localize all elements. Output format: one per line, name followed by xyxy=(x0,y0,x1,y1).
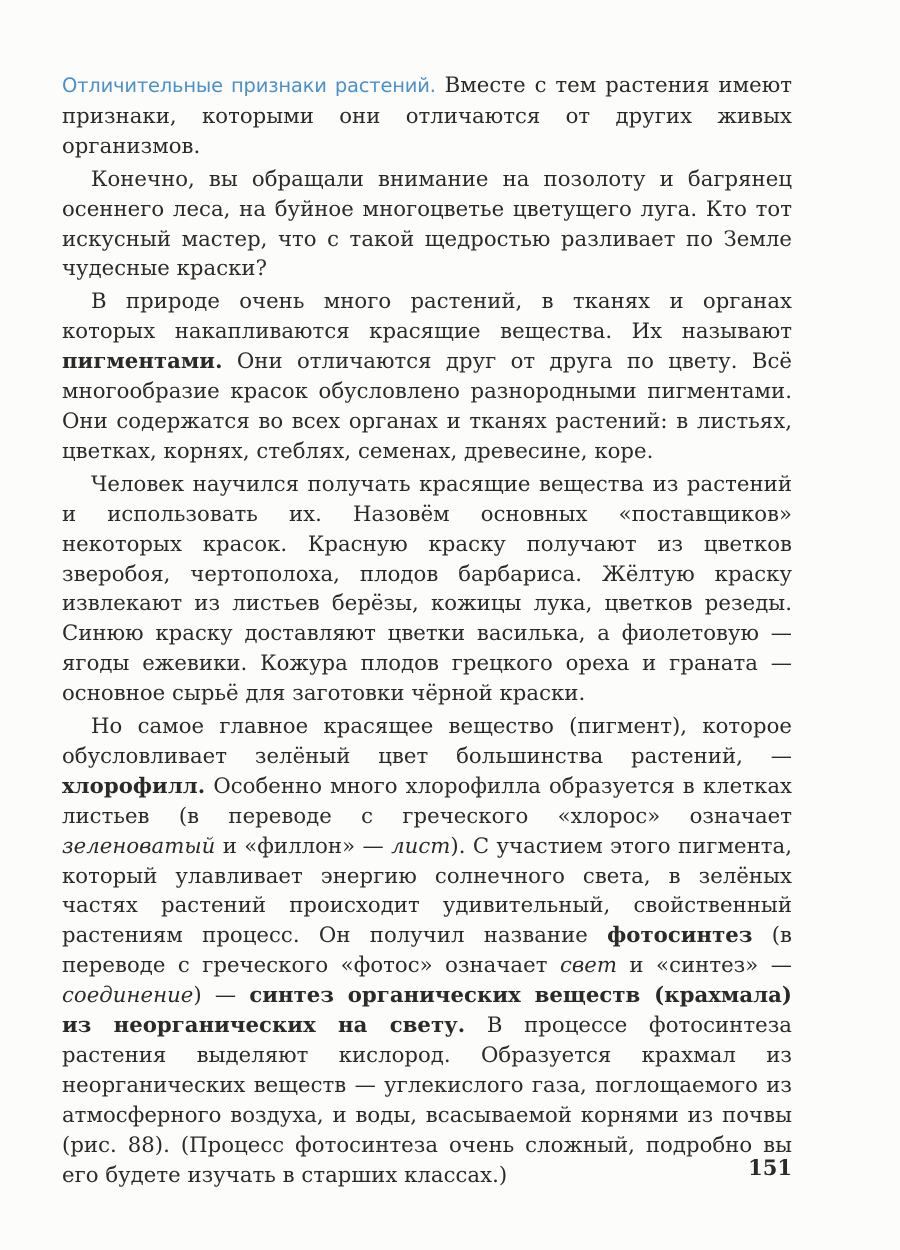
term-pigments: пигментами. xyxy=(62,348,223,374)
paragraph-text: В процессе фотосинтеза растения выделяют кислород. Образуется крахмал из неорганических веществ — углекислого газа, поглощаемого из атмосферного воздуха, и воды, всасываемой корнями из почвы (рис. 88). (Процесс фотосинтеза очень сложный, подробно вы его будете изучать в старших классах.) xyxy=(62,1012,792,1187)
page-number: 151 xyxy=(748,1155,792,1180)
paragraph-text: (в переводе с греческого «фотос» означает xyxy=(62,922,792,978)
paragraph-text: и «синтез» — xyxy=(616,952,792,978)
translation-chloros: зеленоватый xyxy=(62,832,216,858)
paragraph-text: Человек научился получать красящие вещества из растений и использовать их. Назовём основных «поставщиков» некоторых красок. Красную краску получают из цветков зверобоя, чертополоха, плодов барбариса. Жёлтую краску извлекают из листьев берёзы, кожицы лука, цветков резеды. Синюю краску доставляют цветки василька, а фиолетовую — ягоды ежевики. Кожура плодов грецкого ореха и граната — основное сырьё для заготовки чёрной краски. xyxy=(62,470,792,706)
paragraph-distinctive-features xyxy=(62,70,792,161)
paragraph-text: Но самое главное красящее вещество (пигмент), которое обусловливает зелёный цвет большинства растений, — xyxy=(62,713,792,768)
translation-synthesis: соединение xyxy=(62,982,194,1008)
paragraph-text: Особенно много хлорофилла образуется в клетках листьев (в переводе с греческого «хлорос» означает xyxy=(62,772,792,828)
translation-phyllon: лист xyxy=(391,832,451,858)
page-body xyxy=(62,70,792,1193)
paragraph-text: Конечно, вы обращали внимание на позолоту и багрянец осеннего леса, на буйное многоцветье цветущего луга. Кто тот искусный мастер, что с такой щедростью разливает по Земле чудесные краски? xyxy=(62,165,792,281)
paragraph-dye-sources xyxy=(62,469,792,708)
paragraph-text: Вместе с тем растения имеют признаки, которыми они отличаются от других живых организмов. xyxy=(62,72,792,158)
paragraph-autumn-colors xyxy=(62,164,792,284)
translation-photos: свет xyxy=(559,952,617,978)
paragraph-text: Они отличаются друг от друга по цвету. Всё многообразие красок обусловлено разнородными пигментами. Они содержатся во всех органах и тканях растений: в листьях, цветках, корнях, стеблях, семенах, древесине, коре. xyxy=(62,348,792,463)
definition-photosynthesis: синтез органических веществ (крахмала) из неорганических на свету. xyxy=(62,982,792,1038)
term-photosynthesis: фотосинтез xyxy=(607,922,753,948)
paragraph-text: ) — xyxy=(193,982,250,1008)
paragraph-text: ). С участием этого пигмента, который улавливает энергию солнечного света, в зелёных частях растений происходит удивительный, свойственный растениям процесс. Он получил название xyxy=(62,832,792,948)
paragraph-text: В природе очень много растений, в тканях и органах которых накапливаются красящие вещества. Их называют xyxy=(62,288,792,344)
section-heading: Отличительные признаки растений. xyxy=(62,74,436,97)
paragraph-chlorophyll xyxy=(62,711,792,1190)
paragraph-text: и «филлон» — xyxy=(215,832,392,858)
paragraph-pigments xyxy=(62,286,792,465)
term-chlorophyll: хлорофилл. xyxy=(62,772,206,798)
